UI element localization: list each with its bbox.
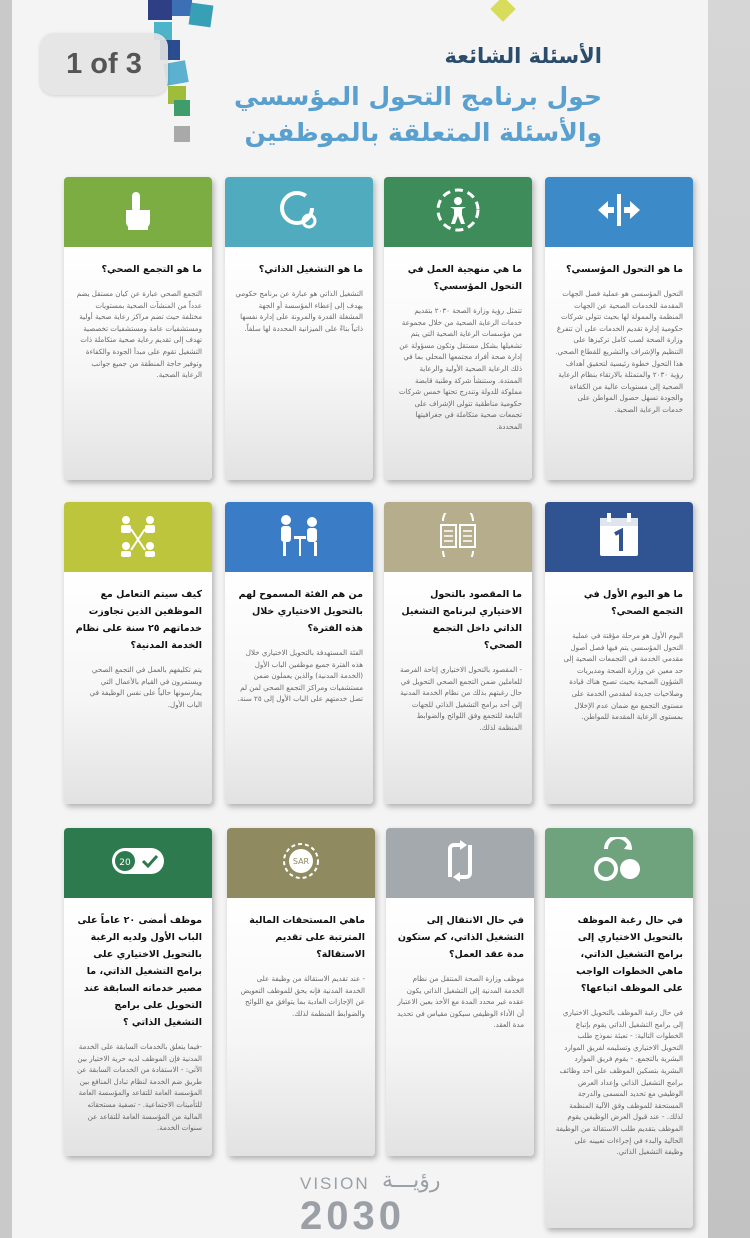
card-header [545,502,693,572]
card-question: ما هو التشغيل الذاتي؟ [258,264,363,275]
card-header [384,177,532,247]
svg-text:SAR: SAR [292,857,310,866]
card-question: موظف أمضى ٢٠ عاماً على الباب الأول ولديه الرغبة بالتحويل الاختياري على برامج التشغيل الذاتي، ما مصير خدماته السابقة عند التحويل على برامج التشغيل الذاتي ؟ [77,915,202,1028]
card-body [227,898,375,1156]
faq-card [384,177,532,480]
card-body [384,247,532,480]
card-body [545,247,693,480]
card-answer: التحول المؤسسي هو عملية فصل الجهات المقدمة للخدمات الصحية عن الجهات المنظمة والممولة لها بحيث تتولى شركات حكومية إدارة تقديم الخدمات على أن تتفرغ وزارة الصحة لصب كامل تركيزها على التنظيم والإشراف والتشريع للقطاع الصحي. هذا التحول خطوة رئيسية لتحقيق أهداف رؤية ٢٠٣٠ والمتمثلة بالارتقاء بنظام الرعاية الصحية إلى مستويات عالية من الكفاءة والجودة تسهل حصول المواطن على خدمات الرعاية الصحية. [555,289,683,414]
faq-card [227,828,375,1156]
faq-card [545,502,693,804]
vision-latin-text: VISION [300,1174,370,1193]
meeting-icon [274,512,324,562]
card-question: من هم الفئة المسموح لهم بالتحويل الاختياري خلال هذه الفترة؟ [238,589,363,634]
card-header [545,828,693,898]
faq-card [545,828,693,1228]
card-answer: تتمثل رؤية وزارة الصحة ٢٠٣٠ بتقديم خدمات الرعاية الصحية من خلال مجموعة من مؤسسات الرعاية الصحية التي يتم تشغيلها بشكل مستقل وتكون مسؤولة عن إدارة صحة أفراد مجتمعها المحلي بما في ذلك الرعاية الصحية الأولية والرعاية الممتدة. وستنشأ شركة وطنية قابضة مملوكة للدولة وتندرج تحتها خمس شركات حكومية مناطقية تتولى الإشراف على تجمعات صحية متكاملة في جغرافيتها المحددة. [399,306,522,431]
card-question: في حال الانتقال إلى التشغيل الذاتي، كم ستكون مدة عقد العمل؟ [397,915,524,960]
card-question: ما هو اليوم الأول في التجمع الصحي؟ [583,589,683,617]
card-header [225,502,373,572]
card-answer: موظف وزارة الصحة المنتقل من نظام الخدمة المدنية إلى التشغيل الذاتي يكون عقده غير محدد المدة مع الأخذ بعين الاعتبار أن الأداء الوظيفي سيكون مقياس في تحديد مدة العقد. [397,974,524,1030]
path-circles-icon [594,837,644,889]
documents-exchange-icon [433,513,483,561]
card-header [545,177,693,247]
card-body [384,572,532,804]
card-answer: التجمع الصحي عبارة عن كيان مستقل يضم عدداً من المنشآت الصحية بمستويات مختلفة حيث تضم مراكز رعاية صحية أولية ومستشفيات عامة ومستشفيات تخصصية تهدف إلى تقديم رعاية صحية متكاملة ذات التشغيل تقوم على مبدأ الجودة والكفاءة وتوفير حاجة المنطقة من جميع جوانب الرعاية الصحية. [76,289,202,380]
card-answer: في حال رغبة الموظف بالتحويل الاختياري إلى برامج التشغيل الذاتي يقوم بإتباع الخطوات التالية: - تعبئة نموذج طلب التحويل الاختياري وتسليمه لفريق الموارد البشرية بالتجمع. - يقوم فريق الموارد البشرية بتسكين الموظف على أحد وظائف برامج التشغيل الذاتي وإعداد العرض الوظيفي مع تحديد المسمى والدرجة المستحقة للموظف وفق الآلية المنظمة لذلك. - عند قبول العرض الوظيفي يقوم الموظف بتقديم طلب الاستقالة من الوظيفة الحالية والبدء في إجراءات تعيينه على وظيفة التشغيل الذاتي. [555,1008,683,1157]
card-body [64,572,212,804]
card-body [225,572,373,804]
page-indicator[interactable]: 1 of 3 [40,33,168,95]
vision-arabic-text: رؤيـــة [382,1168,441,1193]
card-question: في حال رغبة الموظف بالتحويل الاختياري إلى برامج التشغيل الذاتي، ماهي الخطوات الواجب على الموظف اتباعها؟ [576,915,683,994]
header-subtitle-2: والأسئلة المتعلقة بالموظفين [244,118,602,147]
card-header [227,828,375,898]
vision-2030-logo [300,1168,450,1238]
decor-square [174,126,190,142]
card-header [64,502,212,572]
toggle-icon [110,846,166,880]
background-edge [708,0,750,1238]
person-circle-icon [434,186,482,238]
calendar-icon [597,512,641,562]
faq-card [384,502,532,804]
card-header [64,177,212,247]
card-answer: -فيما يتعلق بالخدمات السابقة على الخدمة المدنية فإن الموظف لديه حرية الاختيار بين الآتي: - الاستفادة من الخدمات السابقة عن طريق ضم الخدمة لنظام تبادل المنافع بين المؤسسة العامة للتقاعد والمؤسسة العامة للتأمينات الاجتماعية. - تصفية مستحقاته المالية من المؤسسة العامة للتقاعد عن سنوات الخدمة. [76,1042,202,1133]
card-answer: التشغيل الذاتي هو عبارة عن برنامج حكومي يهدف إلى إعطاء المؤسسة أو الجهة المشغلة القدرة والمرونة على إدارة نفسها ذاتياً بناءً على الميزانية المحددة لها سلفاً. [235,289,363,333]
card-body [64,898,212,1156]
faq-card [225,502,373,804]
faq-card [64,828,212,1156]
card-body [64,247,212,480]
svg-text:20: 20 [119,858,131,868]
tap-finger-icon [118,188,158,236]
card-question: ماهي المستحقات المالية المترتبة على تقديم الاستقالة؟ [249,915,365,960]
card-question: كيف سيتم التعامل مع الموظفين الذين تجاوزت خدماتهم ٢٥ سنة على نظام الخدمة المدنية؟ [75,589,202,651]
card-answer: - المقصود بالتحول الاختياري إتاحة الفرصة للعاملين ضمن التجمع الصحي التحويل في حال رغبتهم بذلك من نظام الخدمة المدنية إلى أحد برامج التشغيل الذاتي للجهات التابعة للتجمع وفق اللوائح والضوابط المنظمة لذلك. [399,665,522,732]
faq-card [64,502,212,804]
card-body [545,898,693,1228]
people-network-icon [114,512,162,562]
card-question: ما هو التحول المؤسسي؟ [566,264,683,275]
faq-card [545,177,693,480]
card-body [225,247,373,480]
vision-year-text: 2030 [300,1194,405,1238]
faq-card [225,177,373,480]
header-subtitle-1: حول برنامج التحول المؤسسي [234,82,602,111]
card-question: ما المقصود بالتحول الاختياري لبرنامج التشغيل الذاتي داخل التجمع الصحي؟ [401,589,522,651]
decor-square [174,100,190,116]
decor-square [148,0,172,20]
sar-coin-icon [278,838,324,888]
card-answer: - عند تقديم الاستقالة من وظيفة على الخدمة المدنية فإنه يحق للموظف التعويض عن الإجازات العادية بما يتوافق مع اللوائح والضوابط المنظمة لذلك. [240,974,365,1018]
card-header [384,502,532,572]
card-body [545,572,693,804]
card-answer: الفئة المستهدفة بالتحويل الاختياري خلال هذه الفترة جميع موظفين الباب الأول (الخدمة المدنية) والذين يعملون ضمن مستشفيات ومراكز التجمع الصحي لمن لم تصل خدمتهم على الباب الأول إلى ٢٥ سنة. [237,648,363,704]
split-arrows-icon [594,192,644,232]
card-question: ما هي منهجية العمل في التحول المؤسسي؟ [407,264,522,292]
card-header [64,828,212,898]
card-answer: يتم تكليفهم بالعمل في التجمع الصحي ويستمرون في القيام بالأعمال التي يمارسونها حالياً على نفس الوظيفة في الباب الأول. [89,665,202,709]
card-header [225,177,373,247]
card-answer: اليوم الأول هو مرحلة مؤقتة في عملية التحول المؤسسي يتم فيها فصل أصول مقدمي الخدمة في التجمعات الصحية إلى حد معين عن وزارة الصحة ومديريات الشؤون الصحية بحيث تصبح هناك قيادة وصلاحيات جديدة لمقدمي الخدمة على مستوى التجمع مع ضمان عدم الإخلال بمستوى الرعاية المقدمة للمواطن. [563,631,683,722]
refresh-cycle-icon [276,187,322,237]
faq-card [64,177,212,480]
decor-square [189,3,214,28]
card-question: ما هو التجمع الصحي؟ [101,264,202,275]
card-header [386,828,534,898]
card-body [386,898,534,1156]
faq-card [386,828,534,1156]
header-title: الأسئلة الشائعة [444,44,602,68]
transfer-arrows-icon [438,839,482,887]
